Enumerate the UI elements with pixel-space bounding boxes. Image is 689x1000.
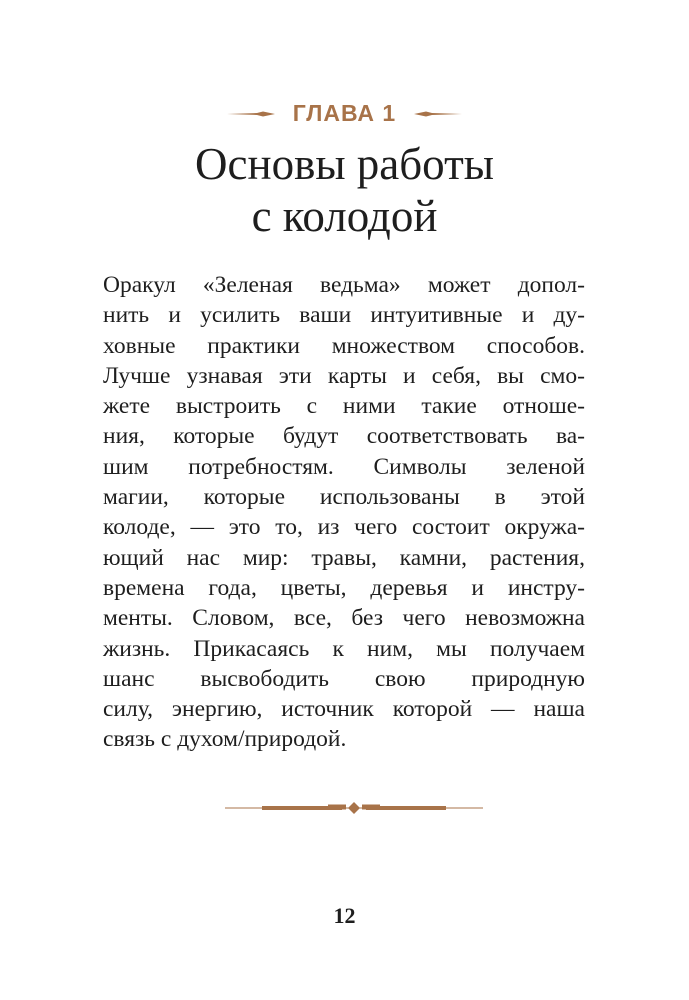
chapter-title xyxy=(0,138,689,242)
page-number: 12 xyxy=(333,903,356,928)
text-line: жизнь. Прикасаясь к ним, мы получаем xyxy=(103,635,585,662)
ornamental-divider-icon xyxy=(225,800,483,816)
left-flourish-icon xyxy=(227,109,275,119)
text-line: шанс высвободить свою природную xyxy=(103,665,585,692)
text-line: ховные практики множеством способов. xyxy=(103,332,585,359)
text-line: магии, которые использованы в этой xyxy=(103,484,585,511)
title-line: с колодой xyxy=(251,191,438,241)
text-line: ния, которые будут соответствовать ва- xyxy=(103,423,585,450)
text-line: менты. Словом, все, без чего невозможна xyxy=(103,605,585,632)
text-line: жете выстроить с ними такие отноше- xyxy=(103,393,585,420)
chapter-heading xyxy=(0,100,689,127)
right-flourish-icon xyxy=(414,109,462,119)
title-line: Основы работы xyxy=(195,139,494,189)
text-line: нить и усилить ваши интуитивные и ду- xyxy=(103,302,585,329)
text-line: связь с духом/природой. xyxy=(103,726,347,753)
text-line: колоде, — это то, из чего состоит окружа- xyxy=(103,514,585,541)
text-line: силу, энергию, источник которой — наша xyxy=(103,696,585,723)
chapter-label: ГЛАВА 1 xyxy=(292,100,397,126)
text-line: времена года, цветы, деревья и инстру- xyxy=(103,574,585,601)
text-line: шим потребностям. Символы зеленой xyxy=(103,453,585,480)
text-line: Лучше узнавая эти карты и себя, вы смо- xyxy=(103,362,585,389)
text-line: ющий нас мир: травы, камни, растения, xyxy=(103,544,585,571)
body-text xyxy=(103,270,585,755)
text-line: Оракул «Зеленая ведьма» может допол- xyxy=(103,272,585,298)
